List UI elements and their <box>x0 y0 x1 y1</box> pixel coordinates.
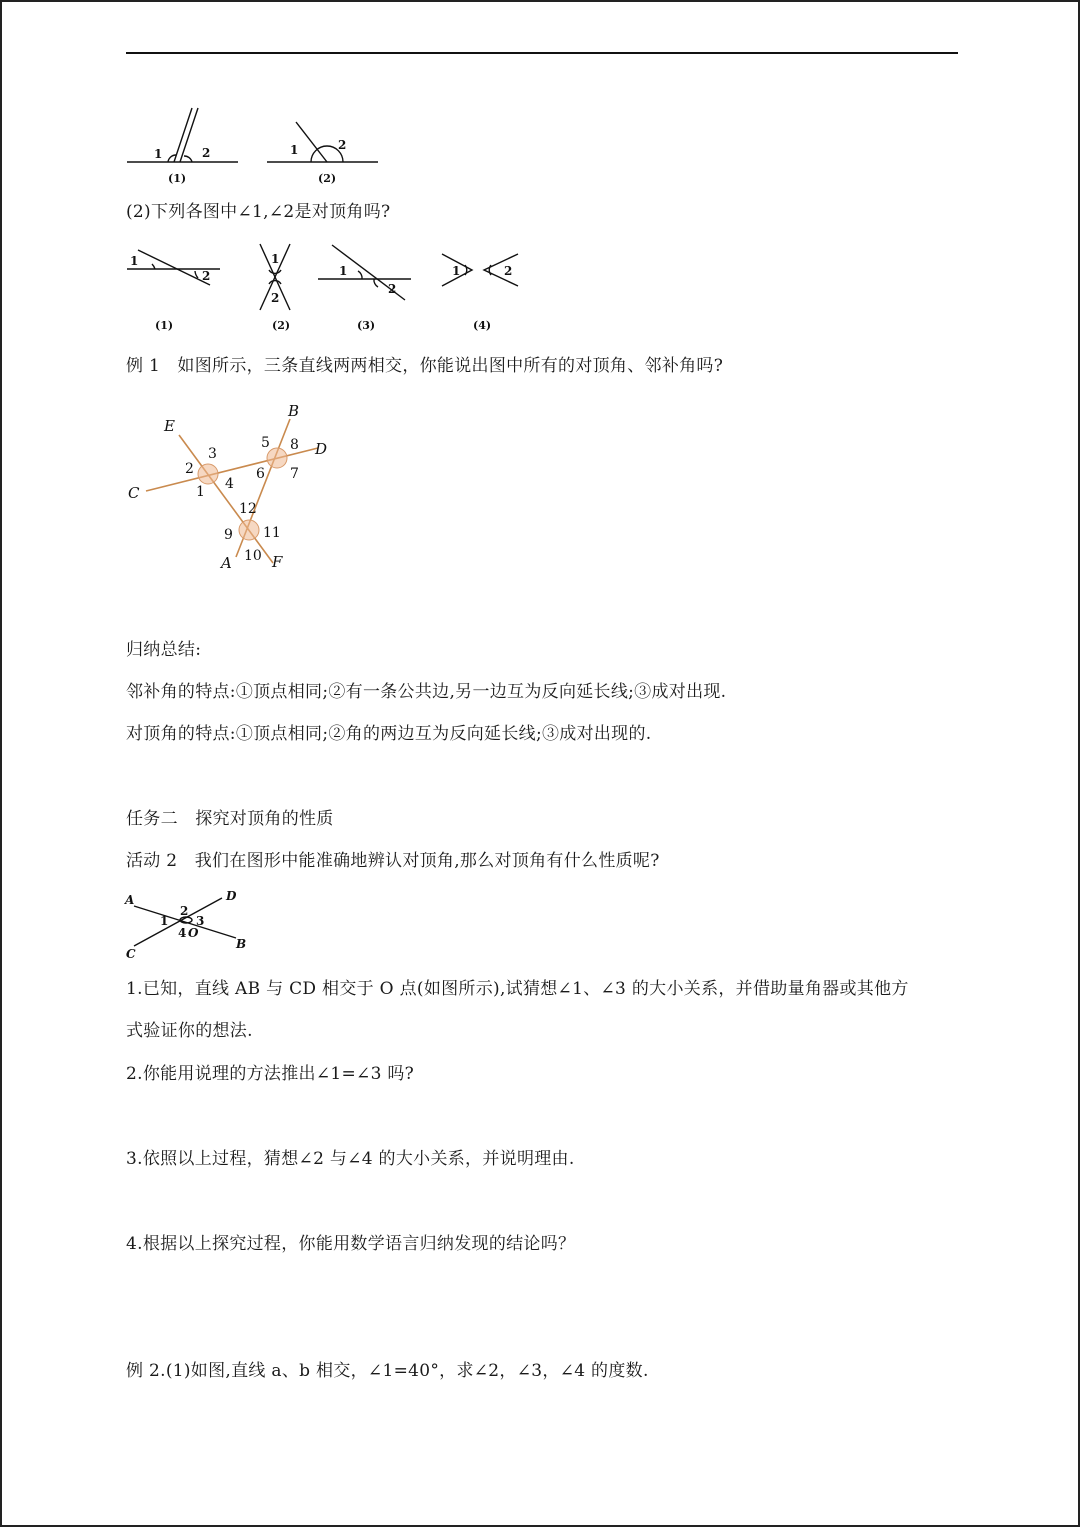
example-2: 例 2.(1)如图,直线 a、b 相交，∠1=40°，求∠2，∠3，∠4 的度数. <box>126 1361 649 1381</box>
item-3: 3.依照以上过程，猜想∠2 与∠4 的大小关系，并说明理由. <box>126 1149 575 1169</box>
angle-label: 11 <box>263 525 281 541</box>
intersection-marker <box>239 520 259 540</box>
diagram-2 <box>267 122 378 185</box>
angle-label: 1 <box>290 143 299 157</box>
point-label: D <box>226 889 237 903</box>
angle-label: 2 <box>202 146 211 160</box>
angle-label: 1 <box>452 264 461 278</box>
angle-label: 1 <box>154 147 163 161</box>
angle-label: 2 <box>185 461 194 477</box>
point-label: O <box>188 926 199 940</box>
diagram-2 <box>260 244 290 332</box>
angle-label: 3 <box>208 446 217 462</box>
angle-label: 1 <box>160 914 169 928</box>
summary-vertical-angles: 对顶角的特点:①顶点相同;②角的两边互为反向延长线;③成对出现的. <box>126 724 652 744</box>
activity-2: 活动 2 我们在图形中能准确地辨认对顶角,那么对顶角有什么性质呢? <box>126 851 660 871</box>
item-1-line-2: 式验证你的想法. <box>126 1021 253 1041</box>
angle-label: 1 <box>196 484 205 500</box>
angle-label: 2 <box>388 282 397 296</box>
figure-vertical-angle-check <box>122 238 532 338</box>
diagram-1 <box>127 108 238 185</box>
figure-adjacent-angles <box>122 102 392 192</box>
question-2: (2)下列各图中∠1,∠2是对顶角吗? <box>126 202 391 222</box>
item-4: 4.根据以上探究过程，你能用数学语言归纳发现的结论吗？ <box>126 1234 576 1254</box>
intersection-marker <box>198 464 218 484</box>
angle-label: 2 <box>271 291 280 305</box>
angle-label: 5 <box>261 435 270 451</box>
angle-label: 4 <box>178 926 187 940</box>
figure-caption: (1) <box>168 172 187 185</box>
point-label: C <box>126 947 136 961</box>
angle-label: 1 <box>130 254 139 268</box>
figure-caption: (1) <box>155 319 174 332</box>
item-2: 2.你能用说理的方法推出∠1=∠3 吗? <box>126 1064 415 1084</box>
angle-label: 10 <box>244 548 262 564</box>
angle-label: 2 <box>180 904 189 918</box>
point-label: F <box>272 553 283 571</box>
angle-label: 2 <box>338 138 347 152</box>
summary-title: 归纳总结: <box>126 640 202 660</box>
intersection-marker <box>267 448 287 468</box>
figure-ab-cd <box>122 886 252 961</box>
point-label: A <box>125 893 135 907</box>
angle-label: 1 <box>339 264 348 278</box>
angle-label: 9 <box>224 527 233 543</box>
figure-caption: (2) <box>318 172 337 185</box>
angle-label: 8 <box>290 437 299 453</box>
figure-caption: (2) <box>272 319 291 332</box>
angle-label: 3 <box>196 914 205 928</box>
angle-label: 2 <box>202 269 211 283</box>
angle-label: 4 <box>225 476 234 492</box>
angle-label: 6 <box>256 466 265 482</box>
point-label: B <box>236 937 247 951</box>
point-label: E <box>164 417 175 435</box>
diagram-3 <box>318 245 411 332</box>
angle-label: 1 <box>271 252 280 266</box>
example-1: 例 1 如图所示，三条直线两两相交，你能说出图中所有的对顶角、邻补角吗? <box>126 356 724 376</box>
point-label: B <box>288 402 300 420</box>
figure-three-lines <box>122 397 342 582</box>
angle-label: 2 <box>504 264 513 278</box>
header-rule <box>126 52 958 54</box>
figure-caption: (4) <box>473 319 492 332</box>
figure-caption: (3) <box>357 319 376 332</box>
point-label: A <box>221 554 232 572</box>
diagram-4 <box>442 254 518 332</box>
point-label: C <box>128 484 140 502</box>
summary-adjacent-angles: 邻补角的特点:①顶点相同;②有一条公共边,另一边互为反向延长线;③成对出现. <box>126 682 727 702</box>
item-1-line-1: 1.已知，直线 AB 与 CD 相交于 O 点(如图所示),试猜想∠1、∠3 的大小关系，并借助量角器或其他方 <box>126 979 909 999</box>
task-2-heading: 任务二 探究对顶角的性质 <box>126 809 334 829</box>
angle-label: 12 <box>239 501 257 517</box>
angle-label: 7 <box>290 466 299 482</box>
diagram-1 <box>127 250 220 332</box>
point-label: D <box>315 440 328 458</box>
